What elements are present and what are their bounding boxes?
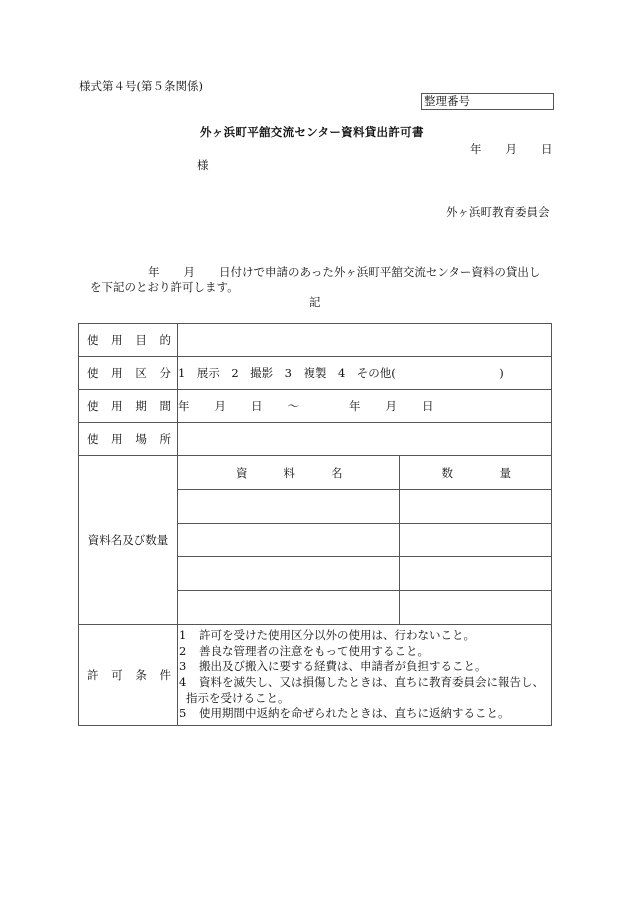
form-number: 様式第４号(第５条関係) <box>79 79 203 93</box>
condition-text: 指示を受けること。 <box>186 690 290 705</box>
row-period <box>79 390 552 423</box>
place-label <box>79 423 178 456</box>
row-place <box>79 423 552 456</box>
conditions-label <box>79 624 178 725</box>
condition-item <box>178 675 551 691</box>
materials-header-row <box>178 456 551 490</box>
body-text-line2: を下記のとおり許可します。 <box>90 280 239 294</box>
material-name-field[interactable] <box>178 557 399 591</box>
label-char: 使 <box>87 366 99 380</box>
condition-item <box>178 628 551 644</box>
label-char: 用 <box>111 366 123 380</box>
period-start-year: 年 <box>178 399 190 413</box>
condition-item <box>178 706 551 722</box>
issuer-name: 外ヶ浜町教育委員会 <box>446 205 550 219</box>
condition-number: 1 <box>179 628 187 643</box>
condition-text: 資料を滅失し、又は損傷したときは、直ちに教育委員会に報告し、 <box>199 674 544 689</box>
label-char: 分 <box>159 366 171 380</box>
permit-table <box>78 323 552 726</box>
row-conditions <box>79 624 552 725</box>
header-char: 量 <box>499 465 511 480</box>
header-char: 資 <box>236 465 248 480</box>
header-char: 名 <box>331 465 343 480</box>
material-row <box>178 523 551 557</box>
row-materials <box>79 456 552 625</box>
document-title: 外ヶ浜町平舘交流センター資料貸出許可書 <box>200 125 424 139</box>
condition-number: 5 <box>179 706 187 721</box>
period-end-month: 月 <box>385 399 397 413</box>
body-text-line1 <box>148 264 540 280</box>
label-char: 条 <box>135 667 147 682</box>
period-end-year: 年 <box>349 399 361 413</box>
condition-text: 搬出及び搬入に要する経費は、申請者が負担すること。 <box>199 659 487 674</box>
material-row <box>178 490 551 524</box>
materials-cell <box>178 456 552 625</box>
period-start-month: 月 <box>214 399 226 413</box>
materials-label: 資料名及び数量 <box>79 456 178 625</box>
date-year: 年 <box>470 142 482 156</box>
materials-table <box>178 456 551 624</box>
label-char: 許 <box>87 667 99 682</box>
label-char: 期 <box>135 399 147 413</box>
body-year: 年 <box>148 265 160 279</box>
label-char: 用 <box>111 399 123 413</box>
material-row <box>178 557 551 591</box>
period-field[interactable] <box>178 390 552 423</box>
label-char: 使 <box>87 432 99 446</box>
condition-number: 3 <box>179 659 187 674</box>
period-tilde: ～ <box>287 399 299 413</box>
material-qty-field[interactable] <box>399 557 551 591</box>
condition-number: 2 <box>179 643 187 658</box>
condition-continuation <box>178 691 551 707</box>
condition-text: 善良な管理者の注意をもって使用すること。 <box>199 643 429 658</box>
addressee-suffix: 様 <box>197 158 209 172</box>
material-qty-field[interactable] <box>399 590 551 624</box>
label-char: 目 <box>135 333 147 347</box>
label-char: 件 <box>159 667 171 682</box>
material-name-field[interactable] <box>178 523 399 557</box>
category-label <box>79 357 178 390</box>
condition-number: 4 <box>179 674 187 689</box>
date-day: 日 <box>541 142 553 156</box>
reference-number-box[interactable]: 整理番号 <box>421 93 554 110</box>
label-char: 間 <box>159 399 171 413</box>
issue-date <box>470 141 553 157</box>
label-char: 区 <box>135 366 147 380</box>
label-char: 用 <box>111 432 123 446</box>
material-name-field[interactable] <box>178 490 399 524</box>
body-month: 月 <box>183 265 195 279</box>
row-purpose <box>79 324 552 357</box>
material-row <box>178 590 551 624</box>
quantity-header <box>399 456 551 490</box>
label-char: 場 <box>135 432 147 446</box>
label-char: 使 <box>87 333 99 347</box>
place-field[interactable] <box>178 423 552 456</box>
material-name-header <box>178 456 399 490</box>
header-char: 料 <box>283 465 295 480</box>
label-char: 所 <box>159 432 171 446</box>
material-qty-field[interactable] <box>399 490 551 524</box>
label-char: 用 <box>111 333 123 347</box>
date-month: 月 <box>505 142 517 156</box>
material-name-field[interactable] <box>178 590 399 624</box>
condition-text: 使用期間中返納を命ぜられたときは、直ちに返納すること。 <box>199 706 510 721</box>
purpose-field[interactable] <box>178 324 552 357</box>
material-qty-field[interactable] <box>399 523 551 557</box>
period-label <box>79 390 178 423</box>
label-char: 可 <box>111 667 123 682</box>
condition-text: 許可を受けた使用区分以外の使用は、行わないこと。 <box>199 628 475 643</box>
label-char: 使 <box>87 399 99 413</box>
purpose-label <box>79 324 178 357</box>
category-field[interactable]: 1 展示 2 撮影 3 複製 4 その他( ) <box>178 357 552 390</box>
body-rest: 日付けで申請のあった外ヶ浜町平舘交流センター資料の貸出し <box>219 265 541 279</box>
header-char: 数 <box>441 465 453 480</box>
conditions-list <box>178 624 552 725</box>
row-category <box>79 357 552 390</box>
condition-item <box>178 659 551 675</box>
period-start-day: 日 <box>251 399 263 413</box>
ki-heading: 記 <box>309 295 321 309</box>
period-end-day: 日 <box>422 399 434 413</box>
condition-item <box>178 644 551 660</box>
label-char: 的 <box>159 333 171 347</box>
